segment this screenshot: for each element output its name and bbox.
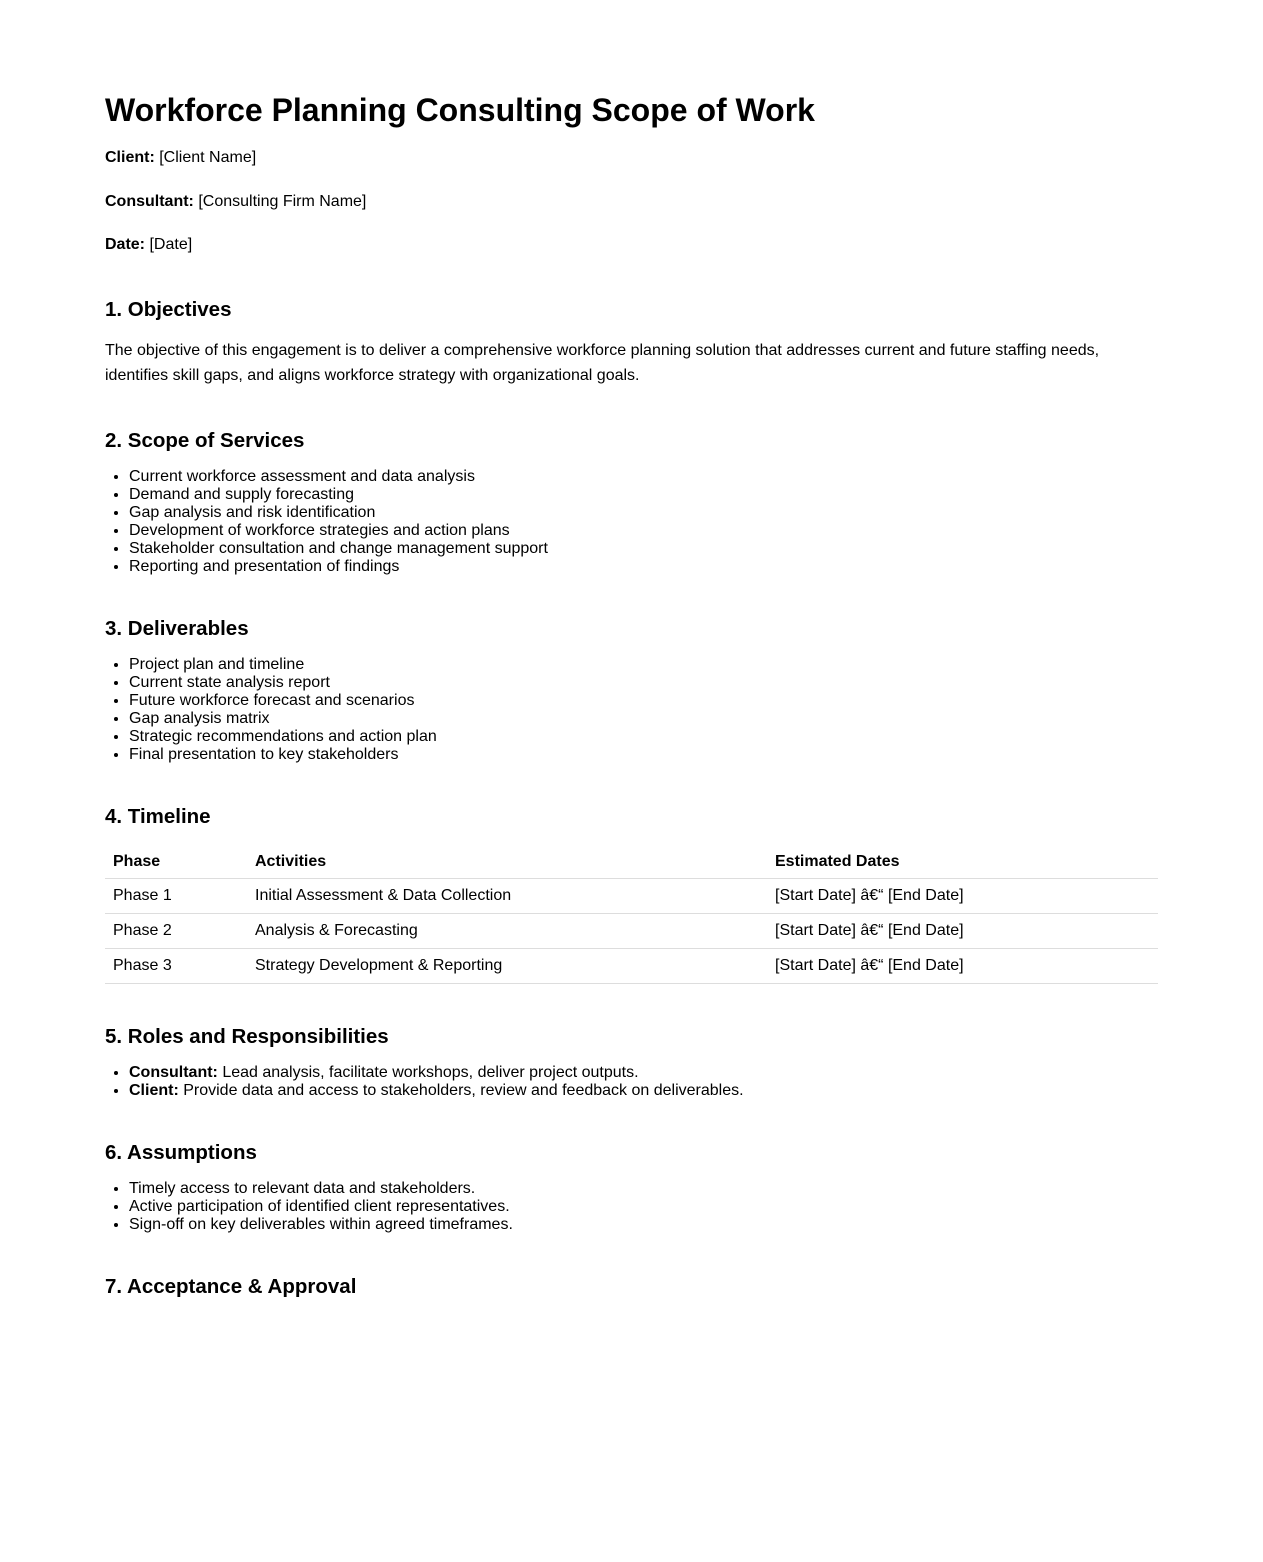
timeline-heading: 4. Timeline xyxy=(105,805,211,828)
activities-cell: Analysis & Forecasting xyxy=(247,914,767,949)
column-header-dates: Estimated Dates xyxy=(767,845,1158,879)
role-label: Client: xyxy=(129,1082,179,1099)
roles-heading: 5. Roles and Responsibilities xyxy=(105,1025,389,1048)
client-value: [Client Name] xyxy=(159,149,257,166)
assumptions-list xyxy=(105,1180,513,1234)
objectives-heading: 1. Objectives xyxy=(105,298,232,321)
list-item: • Project plan and timeline xyxy=(129,656,437,674)
roles-list xyxy=(105,1064,744,1100)
assumptions-heading: 6. Assumptions xyxy=(105,1141,257,1164)
acceptance-heading: 7. Acceptance & Approval xyxy=(105,1275,357,1298)
objectives-text: The objective of this engagement is to deliver a comprehensive workforce planning solution that addresses current and future staffing needs, identifies skill gaps, and aligns workforce strategy with organizational goals. xyxy=(105,342,1100,384)
dates-cell: [Start Date] â€“ [End Date] xyxy=(767,879,1158,914)
list-item: • Final presentation to key stakeholders xyxy=(129,746,437,764)
list-item: • Reporting and presentation of findings xyxy=(129,558,548,576)
list-item: • Strategic recommendations and action plan xyxy=(129,728,437,746)
deliverables-heading: 3. Deliverables xyxy=(105,617,249,640)
column-header-activities: Activities xyxy=(247,845,767,879)
phase-cell: Phase 1 xyxy=(105,879,247,914)
column-header-phase: Phase xyxy=(105,845,247,879)
list-item: • Sign-off on key deliverables within agreed timeframes. xyxy=(129,1216,513,1234)
role-text: Lead analysis, facilitate workshops, deliver project outputs. xyxy=(217,1064,639,1081)
dates-cell: [Start Date] â€“ [End Date] xyxy=(767,914,1158,949)
deliverables-list xyxy=(105,656,437,764)
list-item: • Timely access to relevant data and stakeholders. xyxy=(129,1180,513,1198)
scope-list xyxy=(105,468,548,576)
scope-heading: 2. Scope of Services xyxy=(105,429,305,452)
list-item xyxy=(129,1082,744,1100)
table-row xyxy=(105,914,1158,949)
table-row xyxy=(105,949,1158,984)
timeline-table xyxy=(105,845,1158,984)
consultant-label: Consultant: xyxy=(105,193,194,210)
consultant-value: [Consulting Firm Name] xyxy=(198,193,367,210)
dates-cell: [Start Date] â€“ [End Date] xyxy=(767,949,1158,984)
list-item: • Active participation of identified client representatives. xyxy=(129,1198,513,1216)
activities-cell: Initial Assessment & Data Collection xyxy=(247,879,767,914)
activities-cell: Strategy Development & Reporting xyxy=(247,949,767,984)
date-value: [Date] xyxy=(149,236,193,253)
date-label: Date: xyxy=(105,236,146,253)
date-line xyxy=(105,235,192,255)
list-item: • Current workforce assessment and data analysis xyxy=(129,468,548,486)
role-text: Provide data and access to stakeholders, review and feedback on deliverables. xyxy=(178,1082,744,1099)
phase-cell: Phase 2 xyxy=(105,914,247,949)
list-item: • Gap analysis and risk identification xyxy=(129,504,548,522)
list-item: • Current state analysis report xyxy=(129,674,437,692)
phase-cell: Phase 3 xyxy=(105,949,247,984)
table-row xyxy=(105,879,1158,914)
consultant-line xyxy=(105,192,366,212)
list-item: • Development of workforce strategies and action plans xyxy=(129,522,548,540)
list-item xyxy=(129,1064,744,1082)
client-line xyxy=(105,148,256,168)
table-header-row xyxy=(105,845,1158,879)
client-label: Client: xyxy=(105,149,155,166)
list-item: • Future workforce forecast and scenarios xyxy=(129,692,437,710)
list-item: • Gap analysis matrix xyxy=(129,710,437,728)
document-title: Workforce Planning Consulting Scope of Work xyxy=(105,92,815,128)
list-item: • Stakeholder consultation and change management support xyxy=(129,540,548,558)
list-item: • Demand and supply forecasting xyxy=(129,486,548,504)
role-label: Consultant: xyxy=(129,1064,218,1081)
